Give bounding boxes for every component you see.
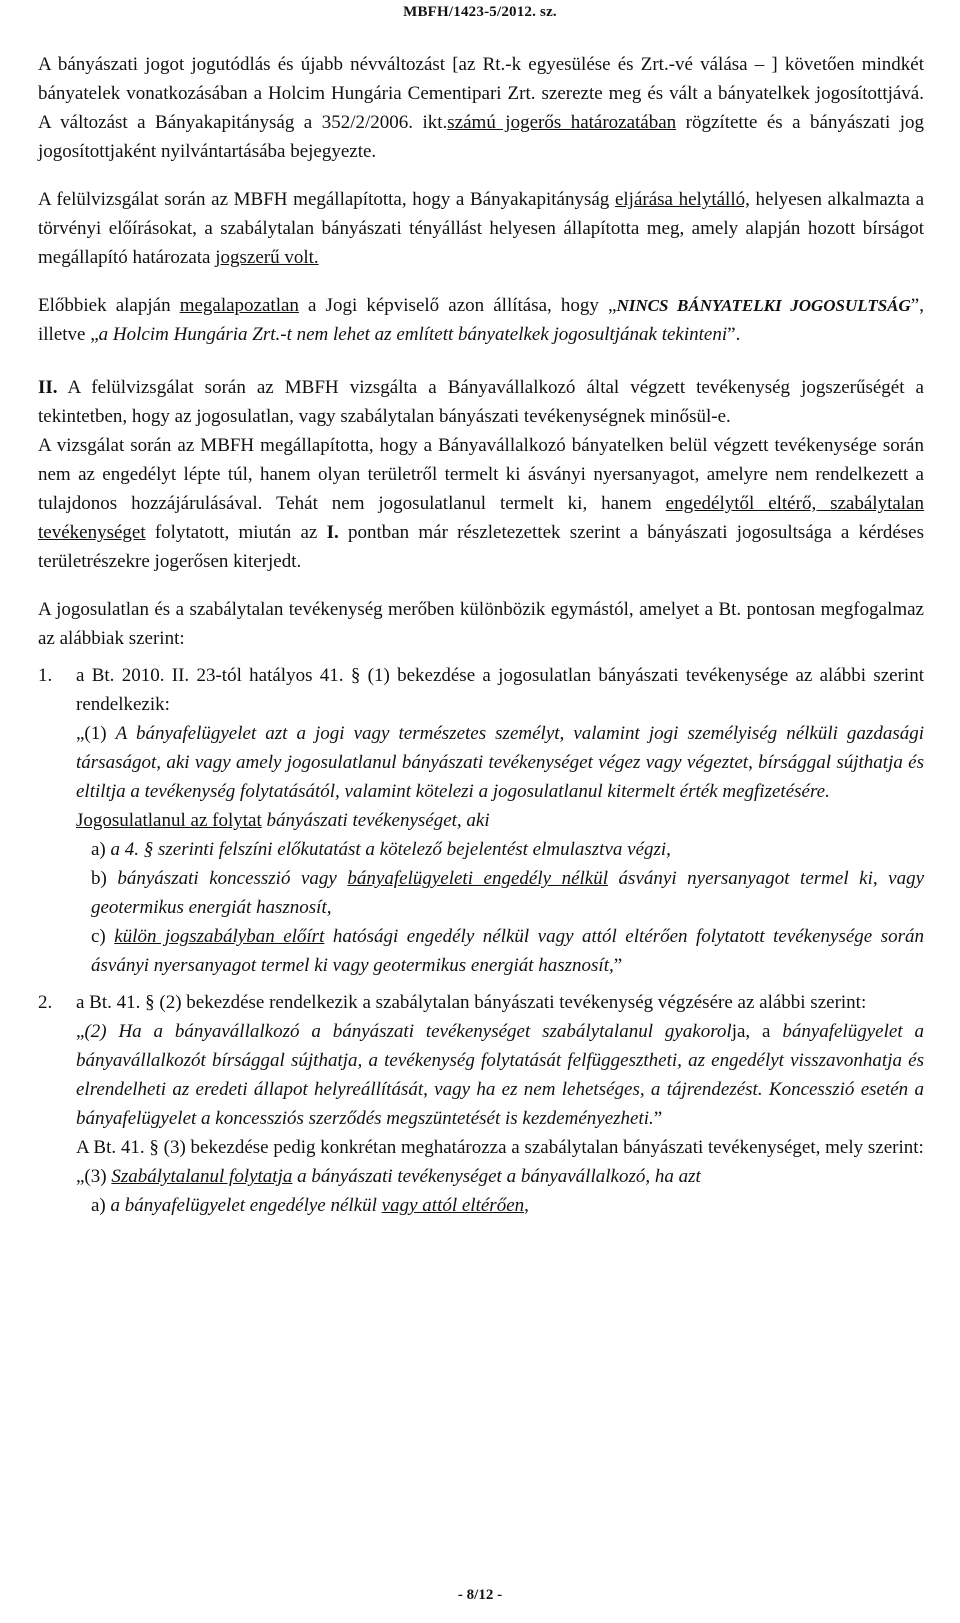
item2-quote-3: „(3) Szabálytalanul folytatja a bányászati tevékenységet a bányavállalkozó, ha azt [76,1166,701,1187]
paragraph-examination: A vizsgálat során az MBFH megállapította, hogy a Bányavállalkozó bányatelken belül végzett tevékenysége során nem az engedélyt lépte túl, hanem olyan területről termelt ki ásványi nyersanyagot, amelyre nem rendelkezett a tulajdonos hozzájárulásával. Tehát nem jogosulatlanul termelt ki, hanem engedélytől eltérő, szabálytalan tevékenységet folytatott, miután az I. pontban már részletezettek szerint a bányászati jogosultsága a kérdéses területrészekre jogerősen kiterjedt. [38,435,924,572]
item1-intro: a Bt. 2010. II. 23-tól hatályos 41. § (1) bekezdése a jogosulatlan bányászati tevékenysége az alábbi szerint rendelkezik: [76,665,924,715]
paragraph-review-findings: A felülvizsgálat során az MBFH megállapította, hogy a Bányakapitányság eljárása helytálló, helyesen alkalmazta a törvényi előírásokat, a szabálytalan bányászati tényállást helyesen állapította meg, amely alapján hozott bírságot megállapító határozata jogszerű volt. [38,189,925,268]
item2-paragraph-3: A Bt. 41. § (3) bekezdése pedig konkrétan meghatározza a szabálytalan bányászati tevékenységet, mely szerint: [76,1137,924,1158]
item1-sub-a: a) a 4. § szerinti felszíni előkutatást a kötelező bejelentést elmulasztva végzi, [91,839,671,860]
item2-sub-a: a) a bányafelügyelet engedélye nélkül vagy attól eltérően, [91,1195,529,1216]
item1-unauthorised-line: Jogosulatlanul az folytat bányászati tevékenységet, aki [76,810,490,831]
paragraph-legal-succession: A bányászati jogot jogutódlás és újabb névváltozást [az Rt.-k egyesülése és Zrt.-vé válása – ] követően mindkét bányatelek vonatkozásában a Holcim Hungária Cementipari Zrt. szerezte meg és vált a bányatelkek jogosítottjává. A változást a Bányakapitányság a 352/2/2006. ikt.számú jogerős határozatában rögzítette és a bányászati jog jogosítottjaként nyilvántartásába bejegyezte. [38,54,924,162]
list-item-2: 2. a Bt. 41. § (2) bekezdése rendelkezik a szabálytalan bányászati tevékenység végzésére az alábbi szerint: „(2) Ha a bányavállalkozó a bányászati tevékenységet szabálytalanul gyakorolja, a bányafelügyelet a bányavállalkozót bírsággal sújthatja, a tevékenység folytatását felfüggesztheti, az engedélyt visszavonhatja és elrendelheti az eredeti állapot helyreállítását, vagy ha ez nem lehetséges, a tájrendezést. Koncesszió esetén a bányafelügyelet a koncessziós szerződés megszüntetését is kezdeményezheti.” A Bt. 41. § (3) bekezdése pedig konkrétan meghatározza a szabálytalan bányászati tevékenységet, mely szerint: „(3) Szabálytalanul folytatja a bányászati tevékenységet a bányavállalkozó, ha azt a) a bányafelügyelet engedélye nélkül vagy attól eltérően, [38,988,924,1220]
item1-sub-b: b) bányászati koncesszió vagy bányafelügyeleti engedély nélkül ásványi nyersanyagot termel ki, vagy geotermikus energiát hasznosít, [91,868,925,918]
document-body [38,50,924,1220]
item2-intro: a Bt. 41. § (2) bekezdése rendelkezik a szabálytalan bányászati tevékenység végzésére az alábbi szerint: [76,992,867,1013]
item2-quote: „(2) Ha a bányavállalkozó a bányászati tevékenységet szabálytalanul gyakorolja, a bányafelügyelet a bányavállalkozót bírsággal sújthatja, a tevékenység folytatását felfüggesztheti, az engedélyt visszavonhatja és elrendelheti az eredeti állapot helyreállítását, vagy ha ez nem lehetséges, a tájrendezést. Koncesszió esetén a bányafelügyelet a koncessziós szerződés megszüntetését is kezdeményezheti.” [76,1021,924,1129]
page-number: - 8/12 - [457,1587,503,1603]
paragraph-section-ii: II. A felülvizsgálat során az MBFH vizsgálta a Bányavállalkozó által végzett tevékenység jogszerűségét a tekintetben, hogy az jogosulatlan, vagy szabálytalan bányászati tevékenységnek minősül-e. [38,377,924,427]
document-header: MBFH/1423-5/2012. sz. [403,4,557,20]
paragraph-distinction: A jogosulatlan és a szabálytalan tevékenység merőben különbözik egymástól, amelyet a Bt. pontosan megfogalmaz az alábbiak szerint: [38,599,924,649]
list-item-1: 1. a Bt. 2010. II. 23-tól hatályos 41. § (1) bekezdése a jogosulatlan bányászati tevékenysége az alábbi szerint rendelkezik: „(1) A bányafelügyelet azt a jogi vagy természetes személyt, valamint jogi személyiség nélküli gazdasági társaságot, aki vagy amely jogosulatlanul bányászati tevékenységet végez vagy végeztet, bírsággal sújthatja és eltiltja a tevékenység folytatásától, valamint kötelezi a jogosulatlanul kitermelt érték megfizetésére. Jogosulatlanul az folytat bányászati tevékenységet, aki a) a 4. § szerinti felszíni előkutatást a kötelező bejelentést elmulasztva végzi, b) bányászati koncesszió vagy bányafelügyeleti engedély nélkül ásványi nyersanyagot termel ki, vagy geotermikus energiát hasznosít, c) külön jogszabályban előírt hatósági engedély nélkül vagy attól eltérően folytatott tevékenysége során ásványi nyersanyagot termel ki vagy geotermikus energiát hasznosít,” [38,661,924,980]
item1-sub-c: c) külön jogszabályban előírt hatósági engedély nélkül vagy attól eltérően folytatott tevékenysége során ásványi nyersanyagot termel ki vagy geotermikus energiát hasznosít,” [91,926,925,976]
item1-quote: „(1) A bányafelügyelet azt a jogi vagy természetes személyt, valamint jogi személyiség nélküli gazdasági társaságot, aki vagy amely jogosulatlanul bányászati tevékenységet végez vagy végeztet, bírsággal sújthatja és eltiltja a tevékenység folytatásától, valamint kötelezi a jogosulatlanul kitermelt érték megfizetésére. [76,723,925,802]
paragraph-unfounded-claim: Előbbiek alapján megalapozatlan a Jogi képviselő azon állítása, hogy „NINCS BÁNYATELKI JOGOSULTSÁG”, illetve „a Holcim Hungária Zrt.-t nem lehet az említett bányatelkek jogosultjának tekinteni”. [38,295,924,345]
